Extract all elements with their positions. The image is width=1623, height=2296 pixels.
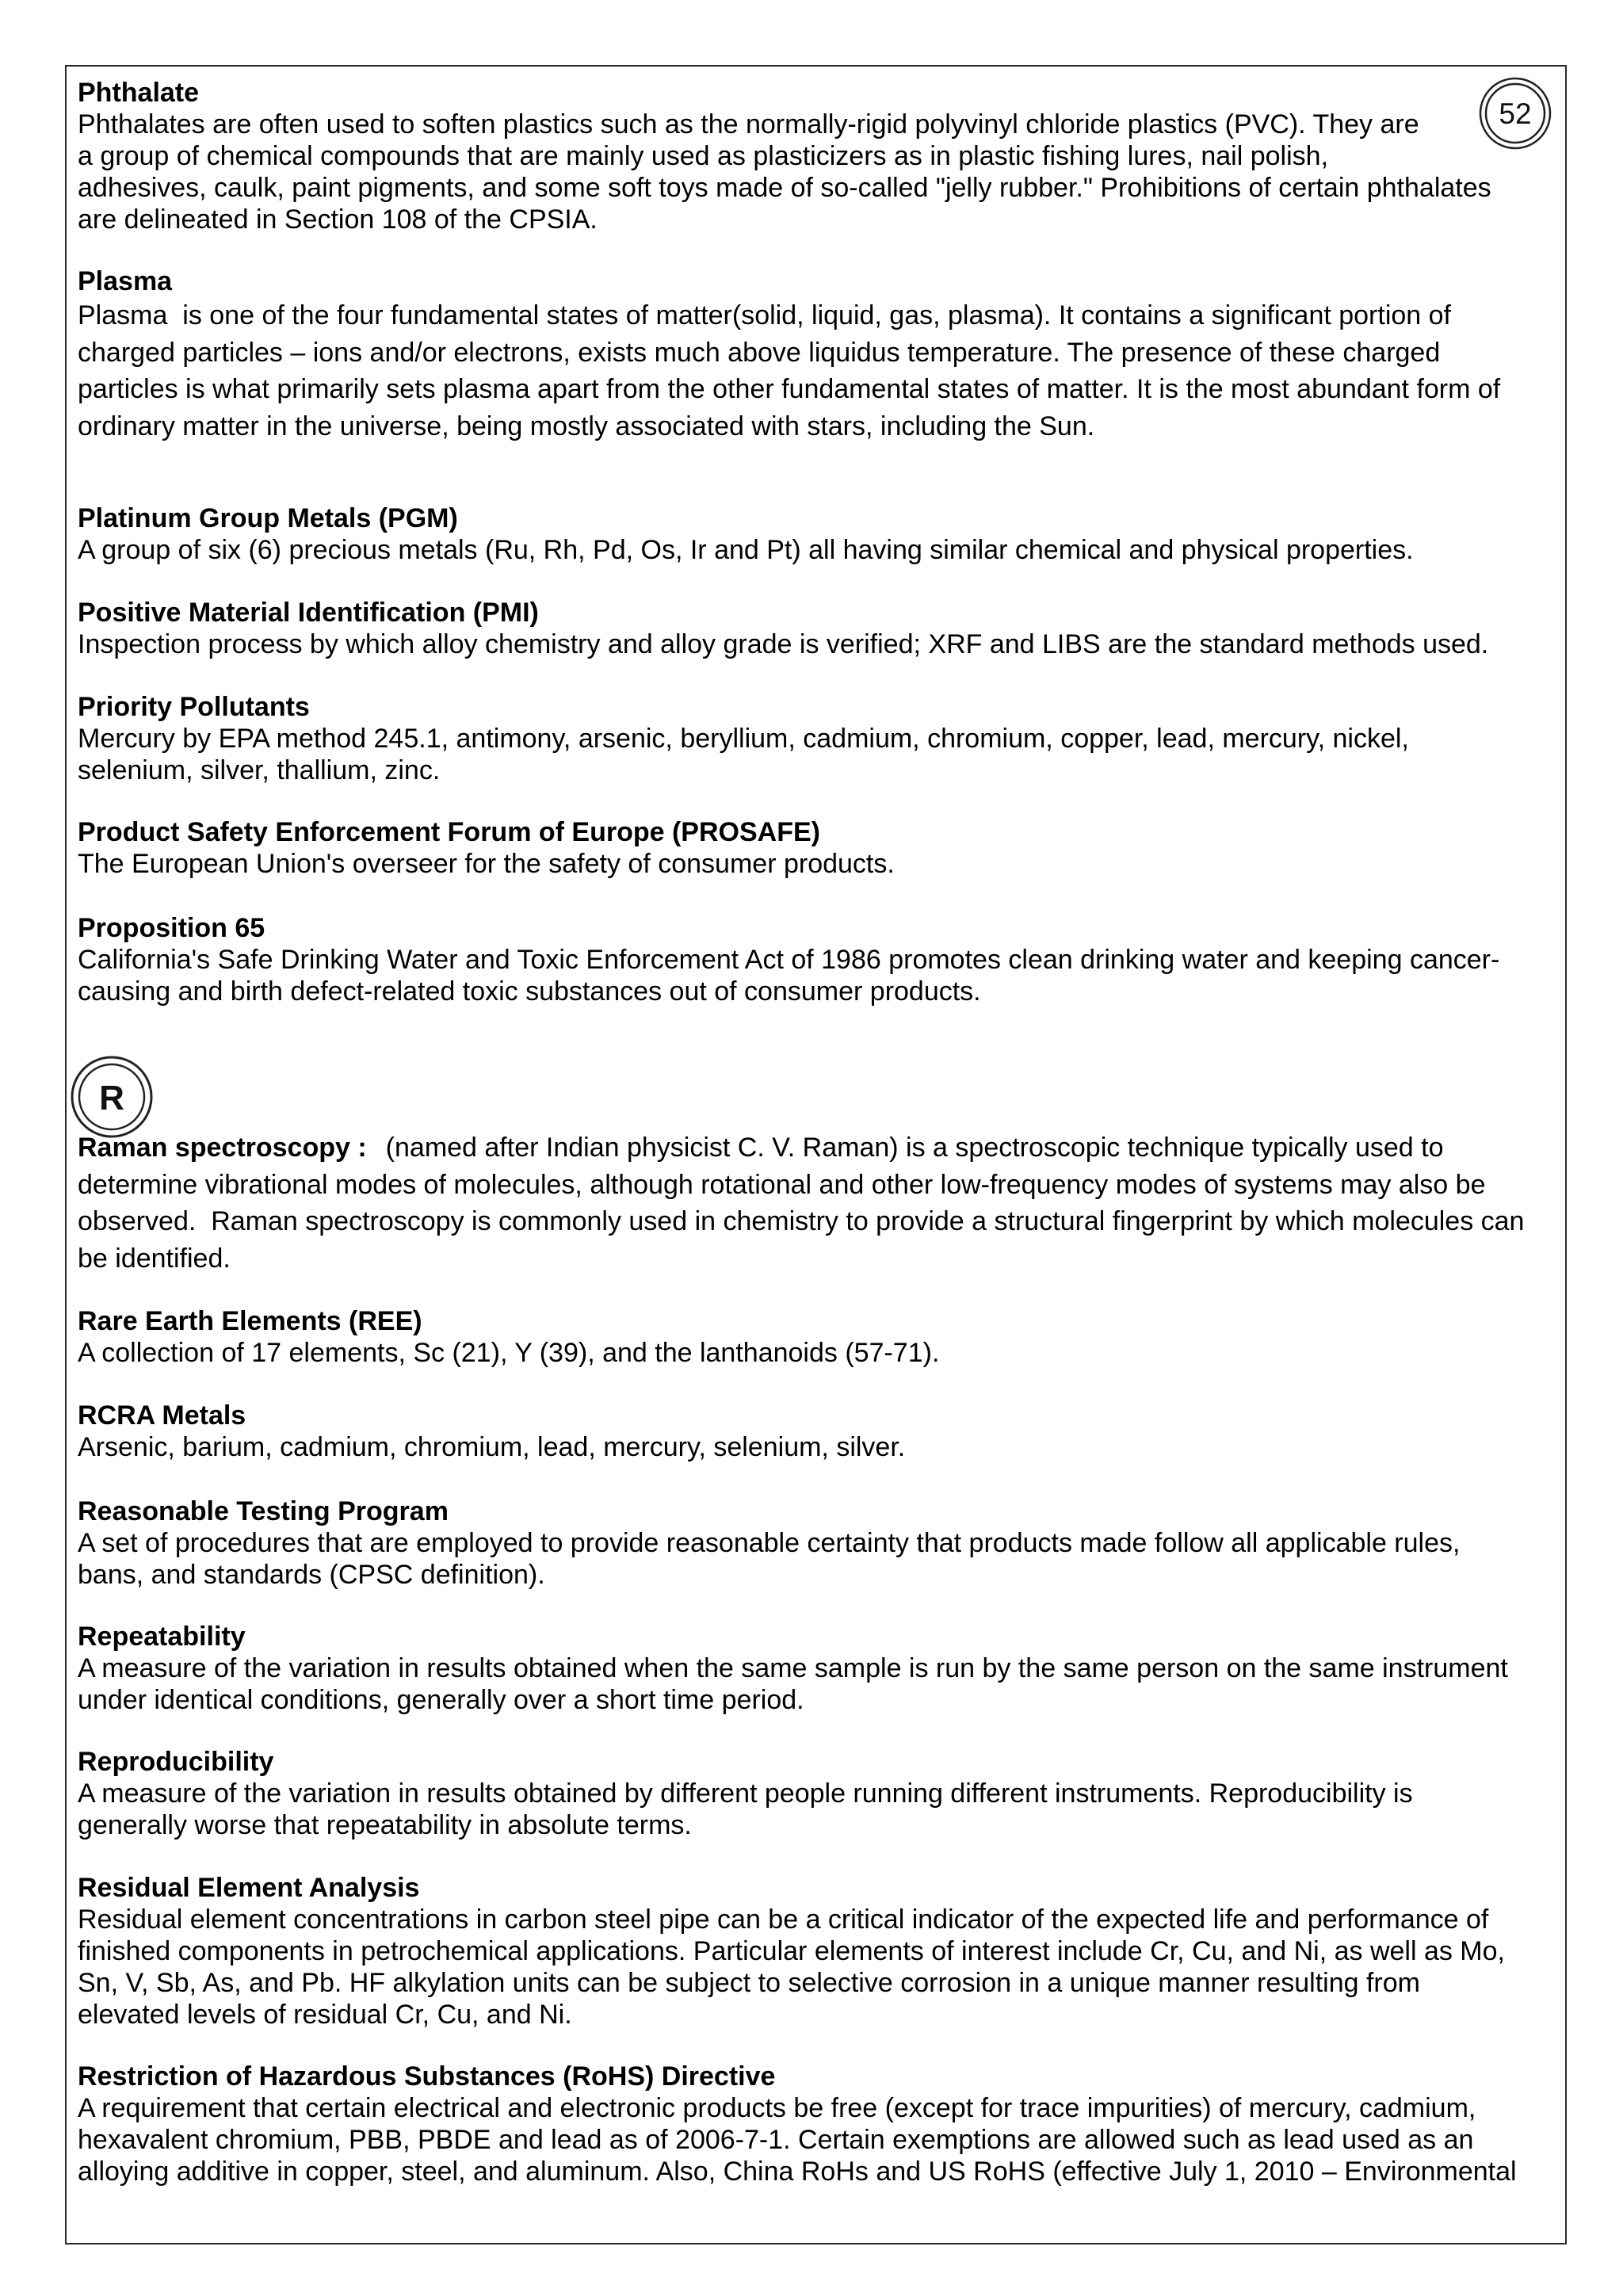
definition-line: The European Union's overseer for the safety of consumer products. [78, 849, 895, 879]
definition-line: causing and birth defect-related toxic substances out of consumer products. [78, 976, 981, 1007]
definition-line: charged particles – ions and/or electrons, exists much above liquidus temperature. The presence of these charged [78, 337, 1441, 368]
term-priority-pollutants: Priority Pollutants [78, 692, 310, 722]
entry-reproducibility [78, 1746, 1413, 1841]
definition-line: A collection of 17 elements, Sc (21), Y (39), and the lanthanoids (57-71). [78, 1338, 940, 1368]
entry-phthalate [78, 77, 1491, 235]
entry-rcra-metals [78, 1400, 905, 1463]
entry-positive-material-identification [78, 597, 1488, 660]
definition-line: Arsenic, barium, cadmium, chromium, lead, mercury, selenium, silver. [78, 1432, 906, 1462]
definition-line: generally worse that repeatability in absolute terms. [78, 1810, 692, 1840]
raman-first-line [78, 1129, 1524, 1167]
term-residual-element-analysis: Residual Element Analysis [78, 1873, 420, 1903]
definition-line: observed. Raman spectroscopy is commonly used in chemistry to provide a structural fingerprint by which molecules can [78, 1206, 1525, 1236]
definition-line: California's Safe Drinking Water and Toxic Enforcement Act of 1986 promotes clean drinking water and keeping cancer- [78, 945, 1500, 975]
definition-line: Residual element concentrations in carbon steel pipe can be a critical indicator of the expected life and performance of [78, 1904, 1489, 1935]
section-letter-badge [67, 1052, 156, 1141]
entry-repeatability [78, 1621, 1508, 1716]
definition-line: Inspection process by which alloy chemistry and alloy grade is verified; XRF and LIBS are the standard methods used. [78, 629, 1489, 659]
entry-reasonable-testing-program [78, 1496, 1460, 1591]
term-repeatability: Repeatability [78, 1622, 246, 1652]
entry-proposition-65 [78, 912, 1499, 1007]
definition-line: hexavalent chromium, PBB, PBDE and lead as of 2006-7-1. Certain exemptions are allowed such as lead used as an [78, 2125, 1474, 2155]
definition-line: bans, and standards (CPSC definition). [78, 1560, 545, 1590]
definition-line: A set of procedures that are employed to provide reasonable certainty that products made follow all applicable rules, [78, 1528, 1461, 1558]
term-positive-material-identification: Positive Material Identification (PMI) [78, 598, 539, 628]
entry-priority-pollutants [78, 691, 1409, 786]
definition-line: A measure of the variation in results obtained when the same sample is run by the same person on the same instrument [78, 1653, 1508, 1683]
definition-line: A measure of the variation in results obtained by different people running different instruments. Reproducibility is [78, 1778, 1413, 1809]
definition-line: Sn, V, Sb, As, and Pb. HF alkylation units can be subject to selective corrosion in a unique manner resulting from [78, 1968, 1420, 1998]
entry-residual-element-analysis [78, 1872, 1505, 2030]
definition-line: alloying additive in copper, steel, and aluminum. Also, China RoHs and US RoHS (effective July 1, 2010 – Environmental [78, 2157, 1517, 2187]
definition-line: elevated levels of residual Cr, Cu, and Ni. [78, 2000, 572, 2030]
entry-plasma [78, 266, 1500, 445]
definition-line: particles is what primarily sets plasma apart from the other fundamental states of matter. It is the most abundant form of [78, 374, 1501, 404]
page-number: 52 [1499, 97, 1532, 130]
term-raman-spectroscopy: Raman spectroscopy : [78, 1133, 367, 1163]
term-platinum-group-metals: Platinum Group Metals (PGM) [78, 503, 458, 533]
definition-line: (named after Indian physicist C. V. Raman) is a spectroscopic technique typically used to [385, 1133, 1444, 1163]
entry-rohs-directive [78, 2061, 1517, 2187]
entry-raman-spectroscopy [78, 1129, 1524, 1277]
definition-line: be identified. [78, 1243, 231, 1274]
definition-line: determine vibrational modes of molecules, although rotational and other low-frequency modes of systems may also be [78, 1169, 1486, 1200]
entry-prosafe [78, 816, 895, 880]
definition-line: A group of six (6) precious metals (Ru, Rh, Pd, Os, Ir and Pt) all having similar chemical and physical properties. [78, 535, 1414, 565]
entry-platinum-group-metals [78, 502, 1414, 566]
term-reasonable-testing-program: Reasonable Testing Program [78, 1496, 449, 1526]
term-rcra-metals: RCRA Metals [78, 1400, 246, 1431]
definition-line: selenium, silver, thallium, zinc. [78, 755, 441, 785]
term-prosafe: Product Safety Enforcement Forum of Europe (PROSAFE) [78, 817, 820, 847]
definition-line: A requirement that certain electrical and electronic products be free (except for trace impurities) of mercury, cadmium, [78, 2093, 1476, 2123]
definition-line: are delineated in Section 108 of the CPSIA. [78, 204, 598, 235]
term-rare-earth-elements: Rare Earth Elements (REE) [78, 1306, 422, 1336]
definition-line: ordinary matter in the universe, being mostly associated with stars, including the Sun. [78, 411, 1095, 441]
term-phthalate: Phthalate [78, 78, 200, 108]
definition-line: finished components in petrochemical applications. Particular elements of interest include Cr, Cu, and Ni, as well as Mo, [78, 1936, 1505, 1966]
definition-line: Phthalates are often used to soften plastics such as the normally-rigid polyvinyl chloride plastics (PVC). They are [78, 109, 1419, 139]
term-plasma: Plasma [78, 266, 173, 296]
term-reproducibility: Reproducibility [78, 1747, 274, 1777]
definition-line: under identical conditions, generally over a short time period. [78, 1685, 804, 1715]
term-rohs-directive: Restriction of Hazardous Substances (RoHS) Directive [78, 2061, 776, 2092]
definition-line: Mercury by EPA method 245.1, antimony, arsenic, beryllium, cadmium, chromium, copper, lead, mercury, nickel, [78, 724, 1409, 754]
entry-rare-earth-elements [78, 1305, 939, 1369]
term-proposition-65: Proposition 65 [78, 913, 265, 943]
definition-line: a group of chemical compounds that are mainly used as plasticizers as in plastic fishing lures, nail polish, [78, 141, 1329, 171]
section-letter: R [99, 1079, 124, 1117]
definition-line: adhesives, caulk, paint pigments, and some soft toys made of so-called "jelly rubber." Prohibitions of certain phthalates [78, 173, 1491, 203]
definition-line: Plasma is one of the four fundamental states of matter(solid, liquid, gas, plasma). It contains a significant portion of [78, 300, 1452, 330]
